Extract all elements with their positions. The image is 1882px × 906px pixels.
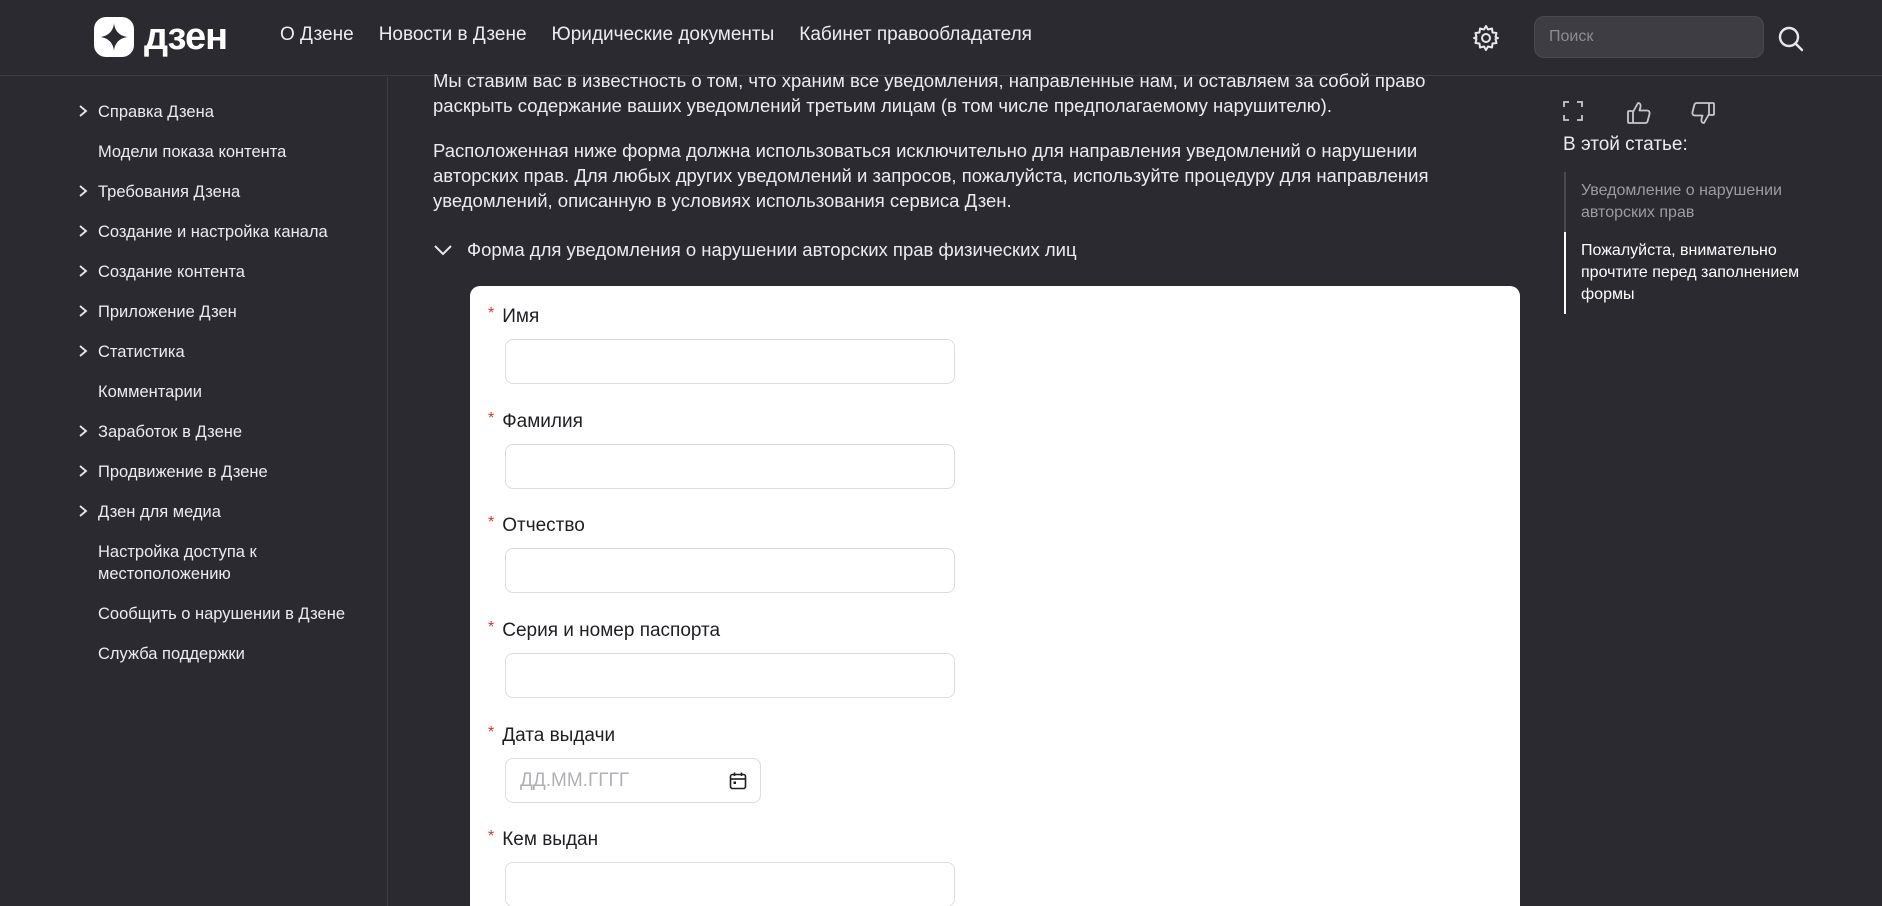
- chevron-right-icon: [76, 503, 90, 519]
- chevron-right-icon: [76, 343, 90, 359]
- top-header: [0, 0, 1882, 76]
- chevron-right-icon: [76, 103, 90, 119]
- sidebar-item-content-creation[interactable]: Создание контента: [76, 261, 366, 283]
- sidebar-item-channel[interactable]: Создание и настройка канала: [76, 221, 366, 243]
- chevron-right-icon: [76, 303, 90, 319]
- sidebar-item-support[interactable]: Служба поддержки: [98, 645, 245, 663]
- sidebar-item-promotion[interactable]: Продвижение в Дзене: [76, 461, 366, 483]
- issue-date-field[interactable]: [506, 759, 706, 802]
- chevron-right-icon: [76, 423, 90, 439]
- issued-by-field[interactable]: [505, 862, 955, 906]
- search-input[interactable]: [1534, 16, 1764, 58]
- last-name-label: * Фамилия: [488, 410, 583, 432]
- chevron-right-icon: [76, 183, 90, 199]
- sidebar: [0, 77, 388, 906]
- fullscreen-icon[interactable]: [1562, 100, 1588, 126]
- issued-by-label: * Кем выдан: [488, 828, 599, 850]
- passport-label: * Серия и номер паспорта: [488, 619, 721, 641]
- sidebar-item-report[interactable]: Сообщить о нарушении в Дзене: [98, 605, 346, 623]
- article-paragraph-2: Расположенная ниже форма должна использоваться исключительно для направления уведомлений о нарушении авторских прав. Для любых других уведомлений и запросов, пожалуйста, используйте процедуру для направления уведомлений, описанную в условиях использования сервиса Дзен.: [433, 140, 1429, 211]
- chevron-right-icon: [76, 263, 90, 279]
- issue-date-picker[interactable]: [505, 758, 761, 803]
- first-name-label: * Имя: [488, 305, 540, 327]
- sidebar-item-content-models[interactable]: Модели показа контента: [98, 143, 287, 161]
- top-nav: [280, 24, 1032, 46]
- patronymic-field[interactable]: [505, 548, 955, 593]
- toc-item-notice[interactable]: Уведомление о нарушении авторских прав: [1581, 182, 1782, 221]
- calendar-icon[interactable]: [728, 771, 748, 791]
- zen-star-icon: [94, 17, 134, 57]
- search-icon[interactable]: [1776, 24, 1806, 54]
- chevron-right-icon: [76, 463, 90, 479]
- thumbs-down-icon[interactable]: [1690, 100, 1716, 126]
- sidebar-item-media[interactable]: Дзен для медиа: [76, 501, 366, 523]
- sidebar-item-earnings[interactable]: Заработок в Дзене: [76, 421, 366, 443]
- form-accordion-toggle[interactable]: [433, 236, 1077, 264]
- toc-item-read-carefully[interactable]: Пожалуйста, внимательно прочтите перед заполнением формы: [1581, 242, 1800, 303]
- issue-date-label: * Дата выдачи: [488, 724, 616, 746]
- accordion-label: Форма для уведомления о нарушении авторских прав физических лиц: [467, 239, 1077, 260]
- sidebar-item-comments[interactable]: Комментарии: [98, 383, 202, 401]
- logo-text: дзен: [144, 15, 228, 58]
- sidebar-item-help[interactable]: Справка Дзена: [76, 101, 366, 123]
- article-actions: [1562, 100, 1716, 126]
- logo[interactable]: [94, 16, 227, 58]
- sidebar-item-location[interactable]: Настройка доступа к местоположению: [98, 543, 257, 583]
- passport-field[interactable]: [505, 653, 955, 698]
- nav-news[interactable]: Новости в Дзене: [378, 24, 527, 45]
- chevron-right-icon: [76, 223, 90, 239]
- nav-about[interactable]: О Дзене: [280, 24, 354, 45]
- last-name-field[interactable]: [505, 444, 955, 489]
- article-paragraph-1: Мы ставим вас в известность о том, что храним все уведомления, направленные нам, и оставляем за собой право раскрыть содержание ваших уведомлений третьим лицам (в том числе предполагаемому нарушителю).: [433, 70, 1426, 116]
- copyright-notice-form: [470, 286, 1520, 906]
- thumbs-up-icon[interactable]: [1626, 100, 1652, 126]
- toc-active-indicator: [1564, 232, 1566, 314]
- nav-legal[interactable]: Юридические документы: [551, 24, 775, 45]
- patronymic-label: * Отчество: [488, 514, 585, 536]
- toc-title: В этой статье:: [1563, 134, 1688, 155]
- sidebar-item-stats[interactable]: Статистика: [76, 341, 366, 363]
- sidebar-item-app[interactable]: Приложение Дзен: [76, 301, 366, 323]
- sidebar-item-requirements[interactable]: Требования Дзена: [76, 181, 366, 203]
- gear-icon[interactable]: [1470, 22, 1502, 54]
- chevron-down-icon: [433, 243, 453, 257]
- nav-rightholder[interactable]: Кабинет правообладателя: [799, 24, 1032, 45]
- first-name-field[interactable]: [505, 339, 955, 384]
